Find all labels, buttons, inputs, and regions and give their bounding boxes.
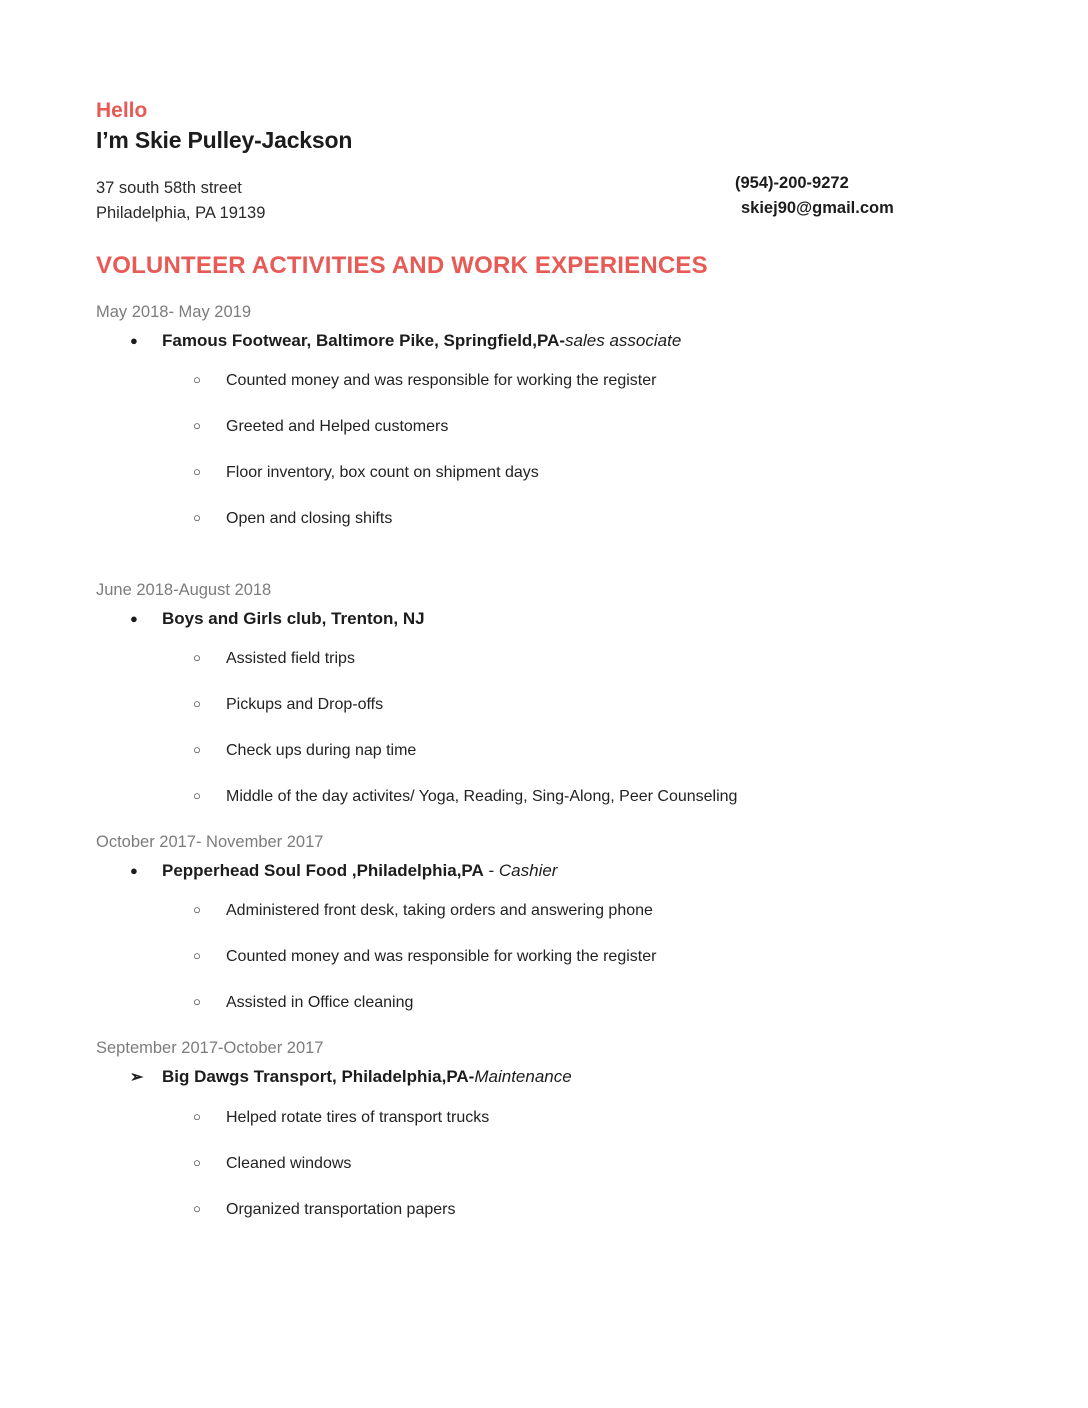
bullet-circle-icon: ○: [193, 1201, 201, 1216]
duty-list: [96, 1106, 1008, 1220]
duty-text: Counted money and was responsible for working the register: [226, 948, 657, 965]
list-item: [193, 991, 1008, 1013]
list-item: [193, 647, 1008, 669]
role-title: Cashier: [498, 861, 558, 880]
duty-text: Floor inventory, box count on shipment days: [226, 464, 539, 481]
organization-line: [96, 859, 1008, 882]
candidate-name: I’m Skie Pulley-Jackson: [96, 127, 353, 153]
email-address: skiej90@gmail.com: [741, 199, 894, 217]
bullet-circle-icon: ○: [193, 788, 201, 803]
duty-text: Counted money and was responsible for working the register: [226, 372, 657, 389]
bullet-circle-icon: ○: [193, 948, 201, 963]
duty-text: Greeted and Helped customers: [226, 418, 449, 435]
greeting-text: Hello: [96, 99, 148, 122]
list-item: [193, 785, 1008, 807]
organization-name: Famous Footwear, Baltimore Pike, Springfield,PA-: [162, 331, 566, 350]
date-range: May 2018- May 2019: [96, 303, 252, 321]
duty-text: Assisted in Office cleaning: [226, 994, 414, 1011]
contact-block: [735, 171, 894, 221]
bullet-circle-icon: ○: [193, 372, 201, 387]
organization-line: [96, 1065, 1008, 1089]
duty-text: Middle of the day activites/ Yoga, Reading, Sing-Along, Peer Counseling: [226, 788, 738, 805]
bullet-circle-icon: ○: [193, 994, 201, 1009]
duty-text: Check ups during nap time: [226, 742, 417, 759]
resume-header: [96, 97, 1008, 226]
duty-text: Open and closing shifts: [226, 510, 393, 527]
bullet-disc-icon: ●: [130, 863, 138, 878]
section-title: VOLUNTEER ACTIVITIES AND WORK EXPERIENCES: [96, 252, 708, 279]
experience-entry-famous-footwear: [96, 301, 1008, 579]
bullet-circle-icon: ○: [193, 1109, 201, 1124]
duty-text: Pickups and Drop-offs: [226, 696, 384, 713]
list-item: [193, 1106, 1008, 1128]
bullet-circle-icon: ○: [193, 510, 201, 525]
duty-list: [96, 899, 1008, 1013]
address-line-2: Philadelphia, PA 19139: [96, 204, 266, 222]
experience-entry-big-dawgs: [96, 1037, 1008, 1220]
duty-text: Administered front desk, taking orders and answering phone: [226, 902, 653, 919]
date-range: June 2018-August 2018: [96, 581, 272, 599]
bullet-circle-icon: ○: [193, 418, 201, 433]
organization-line: [96, 607, 1008, 630]
bullet-circle-icon: ○: [193, 464, 201, 479]
duty-text: Organized transportation papers: [226, 1201, 456, 1218]
list-item: [193, 693, 1008, 715]
organization-line: [96, 329, 1008, 352]
bullet-circle-icon: ○: [193, 650, 201, 665]
bullet-disc-icon: ●: [130, 333, 138, 348]
organization-name: Pepperhead Soul Food ,Philadelphia,PA: [162, 861, 484, 880]
list-item: [193, 461, 1008, 483]
address-line-1: 37 south 58th street: [96, 179, 242, 197]
phone-number: (954)-200-9272: [735, 174, 849, 192]
list-item: [193, 1198, 1008, 1220]
date-range: September 2017-October 2017: [96, 1039, 324, 1057]
experience-entry-boys-girls-club: [96, 579, 1008, 807]
role-title: sales associate: [565, 331, 682, 350]
duty-list: [96, 369, 1008, 529]
list-item: [193, 739, 1008, 761]
bullet-circle-icon: ○: [193, 1155, 201, 1170]
experience-entry-pepperhead: [96, 831, 1008, 1013]
bullet-arrow-icon: ➢: [130, 1069, 144, 1086]
list-item: [193, 899, 1008, 921]
list-item: [193, 1152, 1008, 1174]
duty-text: Cleaned windows: [226, 1155, 352, 1172]
date-range: October 2017- November 2017: [96, 833, 324, 851]
bullet-circle-icon: ○: [193, 902, 201, 917]
role-title: Maintenance: [474, 1067, 572, 1086]
bullet-circle-icon: ○: [193, 742, 201, 757]
separator-text: -: [483, 861, 499, 880]
duty-text: Helped rotate tires of transport trucks: [226, 1109, 490, 1126]
bullet-disc-icon: ●: [130, 611, 138, 626]
list-item: [193, 507, 1008, 529]
list-item: [193, 369, 1008, 391]
list-item: [193, 945, 1008, 967]
duty-list: [96, 647, 1008, 807]
bullet-circle-icon: ○: [193, 696, 201, 711]
duty-text: Assisted field trips: [226, 650, 355, 667]
organization-name: Big Dawgs Transport, Philadelphia,PA-: [162, 1067, 475, 1086]
organization-name: Boys and Girls club, Trenton, NJ: [162, 609, 425, 628]
list-item: [193, 415, 1008, 437]
